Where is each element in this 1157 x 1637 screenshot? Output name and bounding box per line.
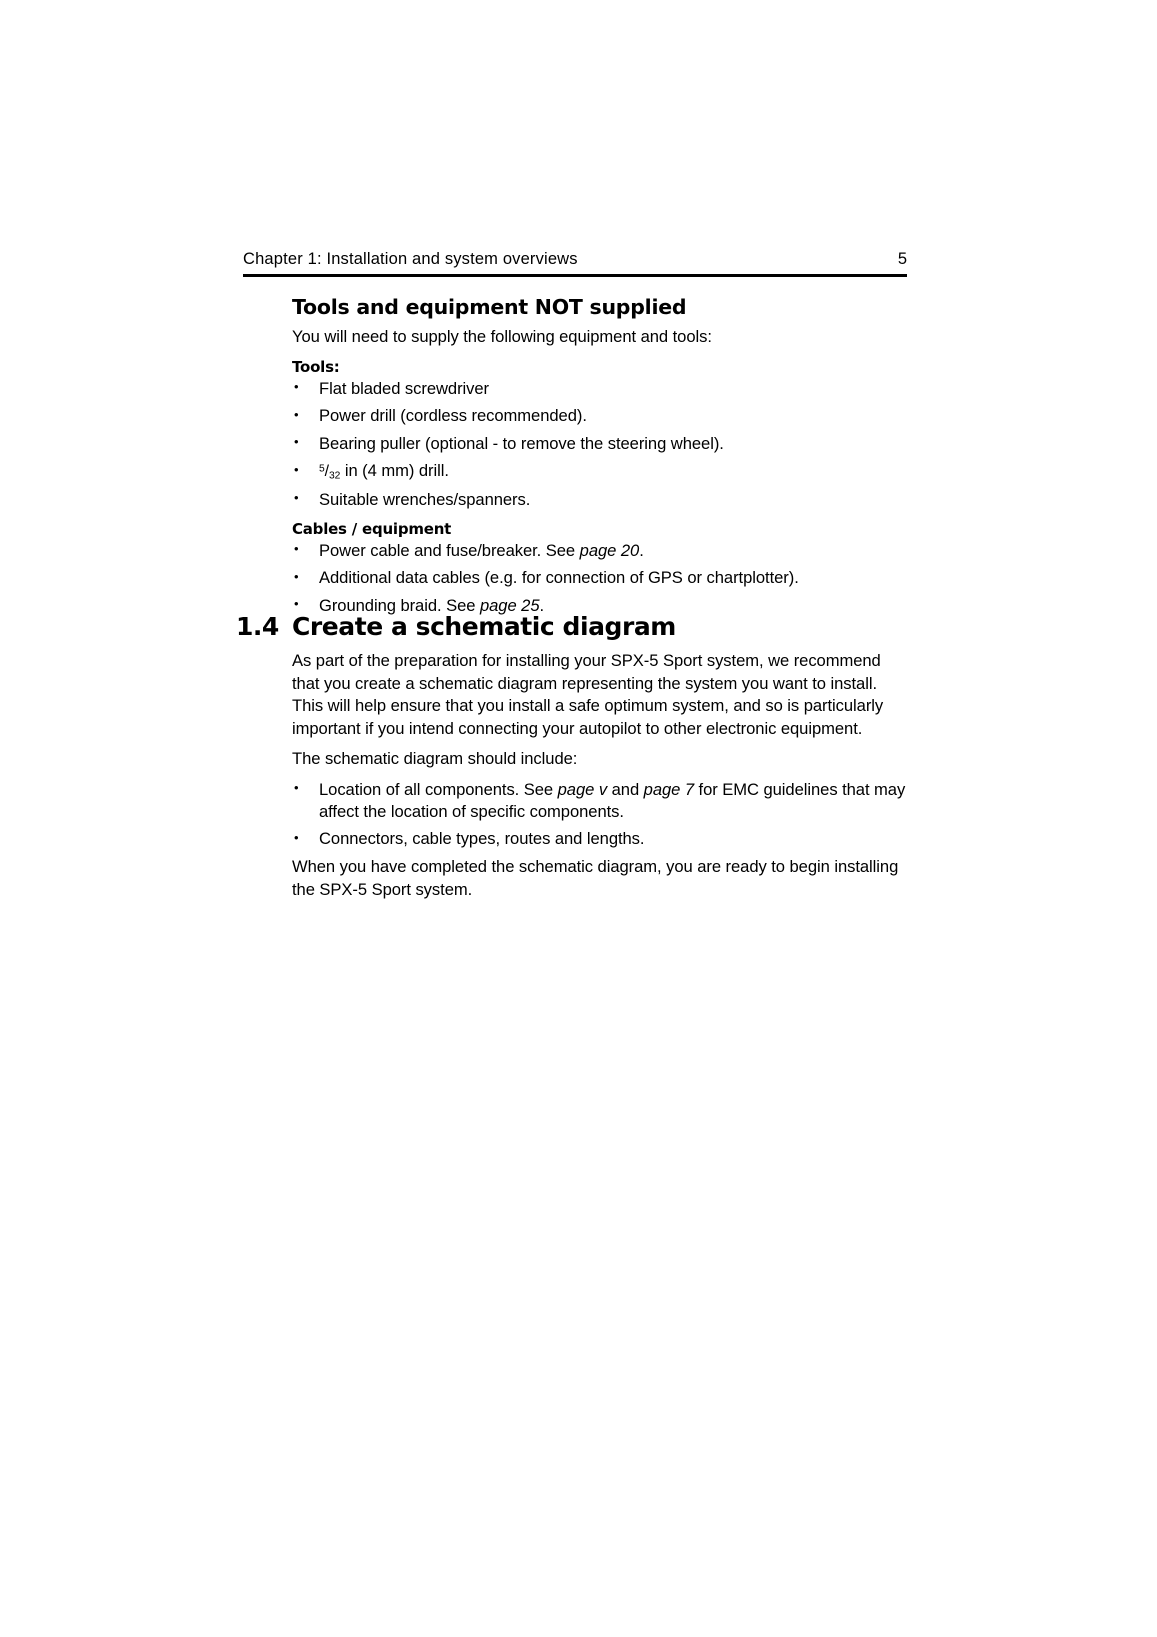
list-item-text: Connectors, cable types, routes and lengths. — [319, 829, 645, 849]
schematic-section-body — [292, 650, 909, 909]
fraction-slash: / — [324, 463, 329, 481]
cross-reference-link[interactable]: page 7 — [643, 779, 695, 799]
running-header — [243, 250, 907, 269]
list-item-text: Grounding braid. See — [319, 595, 480, 615]
cables-heading: Cables / equipment — [292, 519, 452, 538]
fraction-denominator: 32 — [328, 470, 341, 482]
list-item — [292, 489, 907, 511]
list-item — [292, 405, 907, 427]
section-heading-block — [236, 612, 907, 641]
list-item-text-tail: . — [539, 595, 545, 615]
list-item-text-tail: for EMC guidelines that may affect the location of specific components. — [319, 779, 906, 821]
schematic-bullets — [292, 779, 909, 851]
header-divider-rule — [243, 274, 907, 277]
cables-list — [292, 540, 907, 617]
list-item — [292, 828, 909, 850]
cross-reference-link[interactable]: page 20 — [579, 540, 640, 560]
cross-reference-link[interactable]: page v — [557, 779, 608, 799]
list-item-text: Location of all components. See — [319, 779, 558, 799]
tools-section — [292, 296, 907, 622]
section-title: Create a schematic diagram — [292, 612, 676, 641]
list-item-text: Additional data cables (e.g. for connection of GPS or chartplotter). — [319, 568, 799, 588]
list-item — [292, 779, 909, 823]
fraction-numerator: 5 — [319, 463, 325, 475]
section-paragraph-1: As part of the preparation for installing your SPX-5 Sport system, we recommend that you create a schematic diagram representing the system you want to install. This will help ensure that you install a safe optimum system, and so is particularly important if you intend connecting your autopilot to other electronic equipment. — [292, 651, 884, 738]
list-item-text: Power drill (cordless recommended). — [319, 406, 587, 426]
list-item — [292, 433, 907, 455]
section-heading-row — [236, 612, 907, 641]
list-item — [292, 540, 907, 562]
tools-list — [292, 378, 907, 511]
section-closing-paragraph: When you have completed the schematic diagram, you are ready to begin installing the SPX-5 Sport system. — [292, 857, 899, 899]
list-item-text: Bearing puller (optional - to remove the steering wheel). — [319, 433, 724, 453]
section-number: 1.4 — [236, 612, 279, 641]
list-item-text: in (4 mm) drill. — [344, 461, 449, 481]
list-item — [292, 378, 907, 400]
drill-size-fraction — [319, 460, 340, 483]
list-item-text-mid: and — [607, 779, 644, 799]
subsection-heading: Tools and equipment NOT supplied — [292, 295, 687, 319]
cross-reference-link[interactable]: page 25 — [479, 595, 540, 615]
list-item-text: Flat bladed screwdriver — [319, 378, 490, 398]
section-lead-in: The schematic diagram should include: — [292, 749, 578, 769]
list-item-text: Power cable and fuse/breaker. See — [319, 540, 580, 560]
list-item — [292, 460, 907, 483]
list-item-text: Suitable wrenches/spanners. — [319, 489, 531, 509]
list-item-text-tail: . — [639, 540, 644, 560]
list-item — [292, 567, 907, 589]
page-number: 5 — [897, 250, 907, 268]
header-chapter-title: Chapter 1: Installation and system overviews — [243, 250, 578, 268]
tools-heading: Tools: — [292, 357, 340, 376]
intro-paragraph: You will need to supply the following equipment and tools: — [292, 326, 712, 346]
